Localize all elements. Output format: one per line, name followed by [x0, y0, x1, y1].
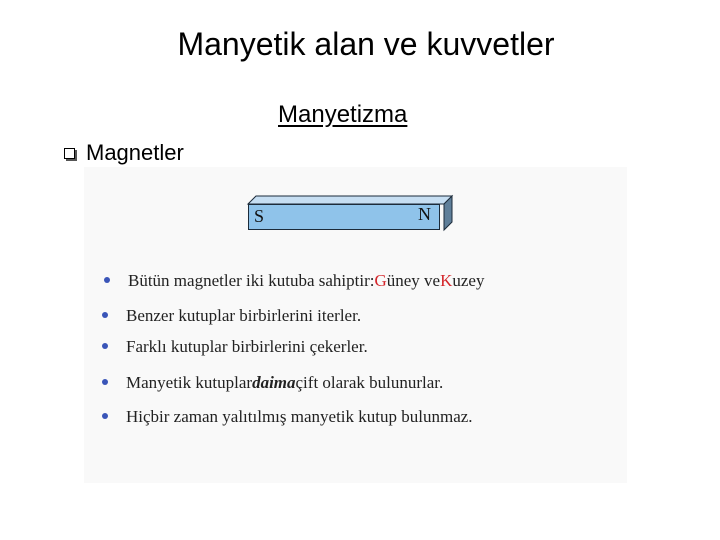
slide-subtitle: Manyetizma — [278, 101, 408, 128]
fact-5-text: Hiçbir zaman yalıtılmış manyetik kutup bulunmaz. — [126, 407, 473, 426]
fact-1-prefix: Bütün magnetler iki kutuba sahiptir: — [128, 271, 375, 290]
bullet-dot-icon — [102, 379, 108, 385]
square-bullet-icon — [64, 148, 75, 159]
fact-item-5 — [102, 407, 473, 427]
fact-4-before: Manyetik kutuplar — [126, 373, 253, 392]
magnet-front-face — [248, 204, 440, 230]
bullet-dot-icon — [104, 277, 110, 283]
bullet-dot-icon — [102, 312, 108, 318]
fact-item-3 — [102, 337, 368, 357]
fact-4-emph: daima — [252, 373, 296, 392]
south-pole-label: S — [254, 206, 265, 226]
bullet-dot-icon — [102, 413, 108, 419]
north-pole-label: N — [418, 204, 431, 224]
bullet-label: Magnetler — [86, 140, 184, 165]
bar-magnet — [248, 196, 444, 230]
bullet-item-magnetler — [64, 140, 184, 166]
fact-1-guney: üney ve — [386, 271, 441, 290]
fact-1-k: K — [440, 271, 453, 290]
fact-3-text: Farklı kutuplar birbirlerini çekerler. — [126, 337, 368, 356]
fact-item-1 — [104, 271, 484, 291]
fact-1-kuzey: uzey — [452, 271, 485, 290]
bullet-dot-icon — [102, 343, 108, 349]
slide-title: Manyetik alan ve kuvvetler — [177, 26, 555, 62]
fact-2-text: Benzer kutuplar birbirlerini iterler. — [126, 306, 362, 325]
fact-item-2 — [102, 306, 361, 326]
fact-4-after: çift olarak bulunurlar. — [295, 373, 444, 392]
fact-item-4 — [102, 373, 443, 393]
fact-1-g: G — [374, 271, 387, 290]
magnet-top-face — [248, 196, 448, 204]
